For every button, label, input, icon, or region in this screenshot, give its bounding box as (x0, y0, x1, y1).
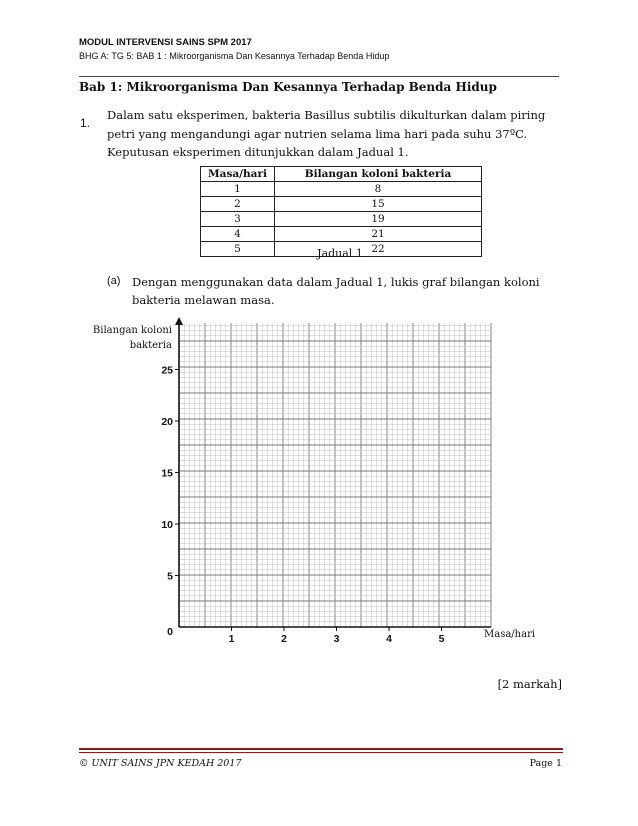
x-tick-label: 4 (386, 633, 392, 645)
y-axis-label-line1: Bilangan koloni (92, 325, 172, 336)
y-tick-label: 0 (167, 626, 173, 638)
y-tick-label: 10 (161, 519, 173, 531)
x-tick-label: 2 (281, 633, 287, 645)
y-axis-arrow-icon (175, 317, 183, 325)
y-axis-label-line2: bakteria (129, 340, 172, 351)
question-text: Dalam satu eksperimen, bakteria Basillus subtilis dikulturkan dalam piring petri yang mengandungi agar nutrien selama lima hari pada suhu 37ºC. Keputusan eksperimen ditunjukkan dalam Jadual 1. (107, 108, 546, 159)
module-subtitle: BHG A: TG 5: BAB 1 : Mikroorganisma Dan Kesannya Terhadap Benda Hidup (79, 51, 390, 61)
table-cell: 8 (275, 182, 482, 197)
marks-label: [2 markah] (497, 677, 562, 691)
table-cell: 2 (201, 197, 275, 212)
x-axis-label: Masa/hari (484, 629, 536, 640)
table-cell: 1 (201, 182, 275, 197)
table-cell: 4 (201, 227, 275, 242)
graph-paper[interactable] (155, 315, 500, 645)
footer-divider-thin (79, 752, 563, 753)
table-caption: Jadual 1 (317, 247, 363, 260)
data-table (200, 166, 482, 257)
y-tick-label: 15 (161, 467, 173, 480)
y-tick-label: 25 (161, 364, 173, 377)
table-cell: 21 (275, 227, 482, 242)
y-tick-labels (161, 365, 179, 639)
table-cell: 22 (275, 242, 482, 257)
y-tick-label: 5 (167, 570, 173, 583)
y-tick-label: 20 (161, 416, 173, 428)
page-number: Page 1 (529, 758, 562, 769)
table-cell: 3 (201, 212, 275, 227)
table-header-cell: Bilangan koloni bakteria (275, 167, 482, 182)
table-cell: 15 (275, 197, 482, 212)
x-tick-label: 1 (228, 633, 235, 645)
footer-divider (79, 748, 563, 750)
table-row (201, 197, 482, 212)
table-row (201, 212, 482, 227)
header-divider (79, 76, 559, 77)
table-header-row (201, 167, 482, 182)
footer-copyright: © UNIT SAINS JPN KEDAH 2017 (79, 758, 242, 769)
x-tick-label: 5 (438, 633, 445, 645)
question-number: 1. (80, 116, 91, 130)
grid-lines (179, 323, 491, 627)
module-title: MODUL INTERVENSI SAINS SPM 2017 (79, 37, 252, 48)
table-cell: 19 (275, 212, 482, 227)
chapter-title: Bab 1: Mikroorganisma Dan Kesannya Terhadap Benda Hidup (79, 80, 497, 94)
table-header-cell: Masa/hari (201, 167, 275, 182)
part-label: (a) (107, 275, 121, 287)
part-text: Dengan menggunakan data dalam Jadual 1, lukis graf bilangan koloni bakteria melawan masa. (132, 275, 540, 307)
table-row (201, 182, 482, 197)
axes (175, 317, 491, 627)
table-cell: 5 (201, 242, 275, 257)
x-tick-labels (229, 627, 445, 645)
table-row (201, 227, 482, 242)
x-tick-label: 3 (333, 633, 340, 645)
